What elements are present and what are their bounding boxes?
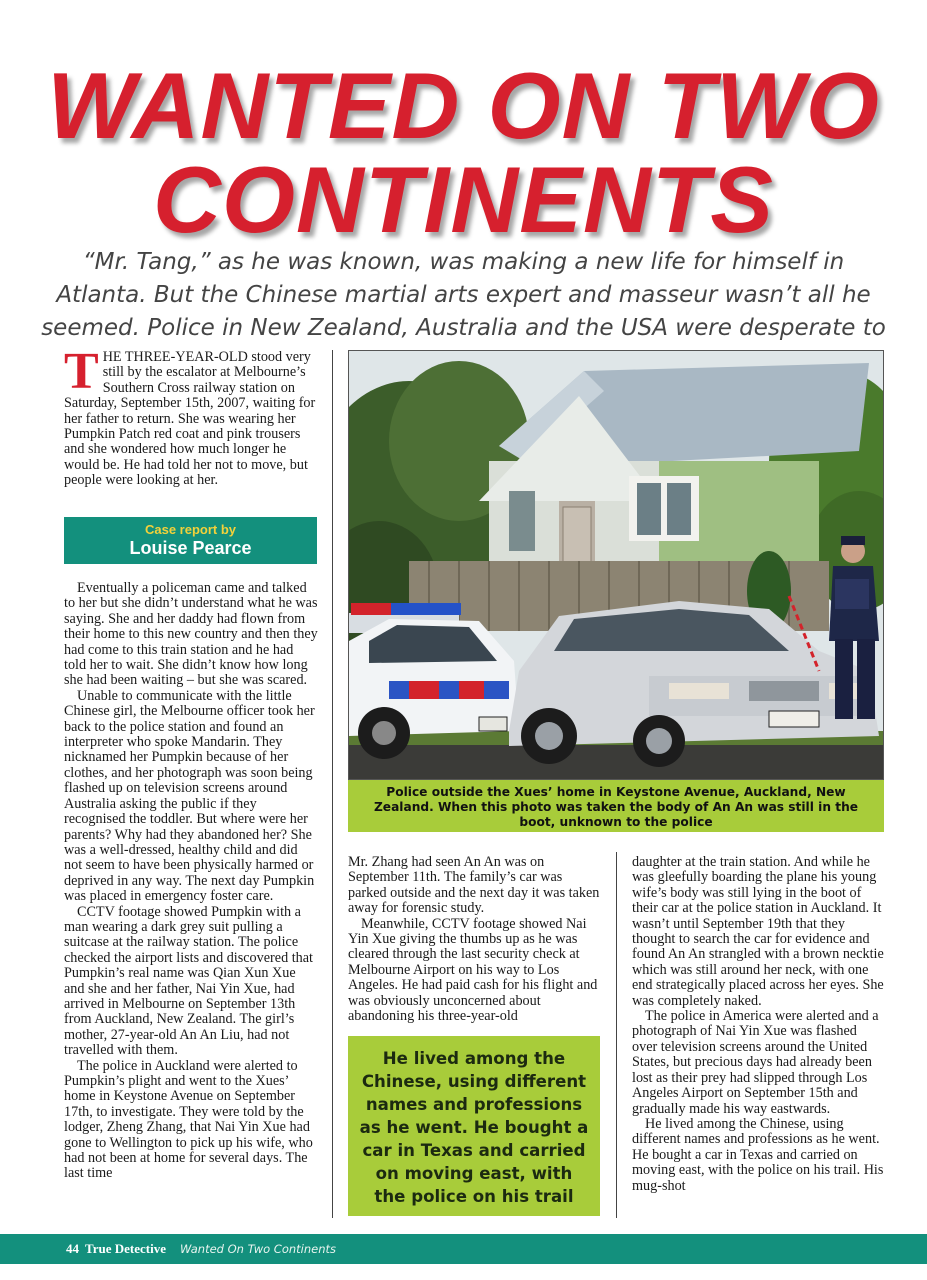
- body-paragraph: The police in Auckland were alerted to Pumpkin’s plight and went to the Xues’ home in Keystone Avenue on September 17th, to investigate. They were told by the lodger, Zheng Zhang, that Nai Yin Xue had gone to Wellington to pick up his wife, who had not been at home for several days. The last time: [64, 1057, 313, 1182]
- article-column-3: [632, 855, 884, 1194]
- page-number: 44: [66, 1241, 79, 1256]
- article-column-1-intro: [64, 343, 318, 489]
- intro-text: HE THREE-YEAR-OLD stood very still by the escalator at Melbourne’s Southern Cross railway station on Saturday, September 15th, 2007, waiting for her father to return. She was wearing her Pumpkin Patch red coat and pink trousers and she wondered how much longer he would be. He had told her not to move, but people were looking at her.: [64, 349, 316, 489]
- byline-author: Louise Pearce: [129, 538, 252, 558]
- headline-line-2: CONTINENTS: [153, 147, 774, 252]
- column-rule: [616, 852, 617, 1218]
- article-headline: [40, 53, 887, 252]
- body-paragraph: The police in America were alerted and a photograph of Nai Yin Xue was flashed over television screens around the United States, but precious days had already been lost as their prey had slipped through Los Angeles Airport on September 15th and gradually made his way eastwards.: [632, 1008, 879, 1117]
- body-paragraph: Mr. Zhang had seen An An was on September 11th. The family’s car was parked outside and the next day it was taken away for forensic study.: [348, 854, 600, 917]
- magazine-name: True Detective: [85, 1241, 166, 1256]
- photo-caption: Police outside the Xues’ home in Keystone Avenue, Auckland, New Zealand. When this photo was taken the body of An An was still in the boot, unknown to the police: [348, 780, 884, 832]
- pull-quote: He lived among the Chinese, using different names and professions as he went. He bought a car in Texas and carried on moving east, with the police on his trail: [348, 1036, 600, 1216]
- body-paragraph: CCTV footage showed Pumpkin with a man wearing a dark grey suit pulling a suitcase at the railway station. The police checked the airport lists and discovered that Pumpkin’s real name was Qian Xun Xue and she and her father, Nai Yin Xue, had arrived in Melbourne on September 13th from Auckland, New Zealand. The girl’s mother, 27-year-old An An Liu, had not travelled with them.: [64, 903, 313, 1059]
- body-paragraph: Unable to communicate with the little Chinese girl, the Melbourne officer took her back to the police station and found an interpreter who spoke Mandarin. They nicknamed her Pumpkin because of her clothes, and her photograph was soon being flashed up on television screens around Australia asking the public if they recognised the toddler. But where were her parents? Why had they abandoned her? She was a well-dressed, healthy child and did not seem to have been physically harmed or deprived in any way. The next day Pumpkin was placed in emergency foster care.: [64, 687, 315, 905]
- byline-box: [64, 517, 317, 564]
- page-footer: [0, 1234, 927, 1264]
- byline-label: Case report by: [144, 522, 237, 537]
- column-rule: [332, 350, 333, 1218]
- section-name: Wanted On Two Continents: [180, 1242, 337, 1256]
- headline-line-1: WANTED ON TWO: [47, 53, 880, 158]
- standfirst: “Mr. Tang,” as he was known, was making a new life for himself in Atlanta. But the Chinese martial arts expert and masseur wasn’t all he seemed. Police in New Zealand, Australia and the USA were desperate to: [41, 249, 886, 341]
- article-photo: [348, 350, 884, 780]
- intro-paragraph: [64, 343, 318, 489]
- article-column-2: [348, 855, 602, 1024]
- article-column-1: [64, 581, 318, 1182]
- drop-cap: T: [64, 343, 99, 400]
- body-paragraph: Eventually a policeman came and talked to her but she didn’t understand what he was saying. She and her daddy had flown from their home to this new country and then they had come to this train station and he had told her to wait. She didn’t know how long she had been waiting – but she was scared.: [64, 580, 318, 689]
- body-paragraph: Meanwhile, CCTV footage showed Nai Yin Xue giving the thumbs up as he was cleared through the last security check at Melbourne Airport on his way to Los Angeles. He had paid cash for his flight and was obviously unconcerned about abandoning his three-year-old: [348, 915, 598, 1025]
- body-paragraph: daughter at the train station. And while he was gleefully boarding the plane his young wife’s body was still lying in the boot of their car at the police station in Auckland. It wasn’t until September 19th that they thought to search the car for evidence and found An An strangled with a brown necktie which was still around her neck, with one end strategically placed across her eyes. She was completely naked.: [632, 854, 884, 1009]
- police-house-photo: [349, 351, 884, 780]
- body-paragraph: He lived among the Chinese, using different names and professions as he went. He bought a car in Texas and carried on moving east, with the police on his trail. His mug-shot: [632, 1115, 884, 1194]
